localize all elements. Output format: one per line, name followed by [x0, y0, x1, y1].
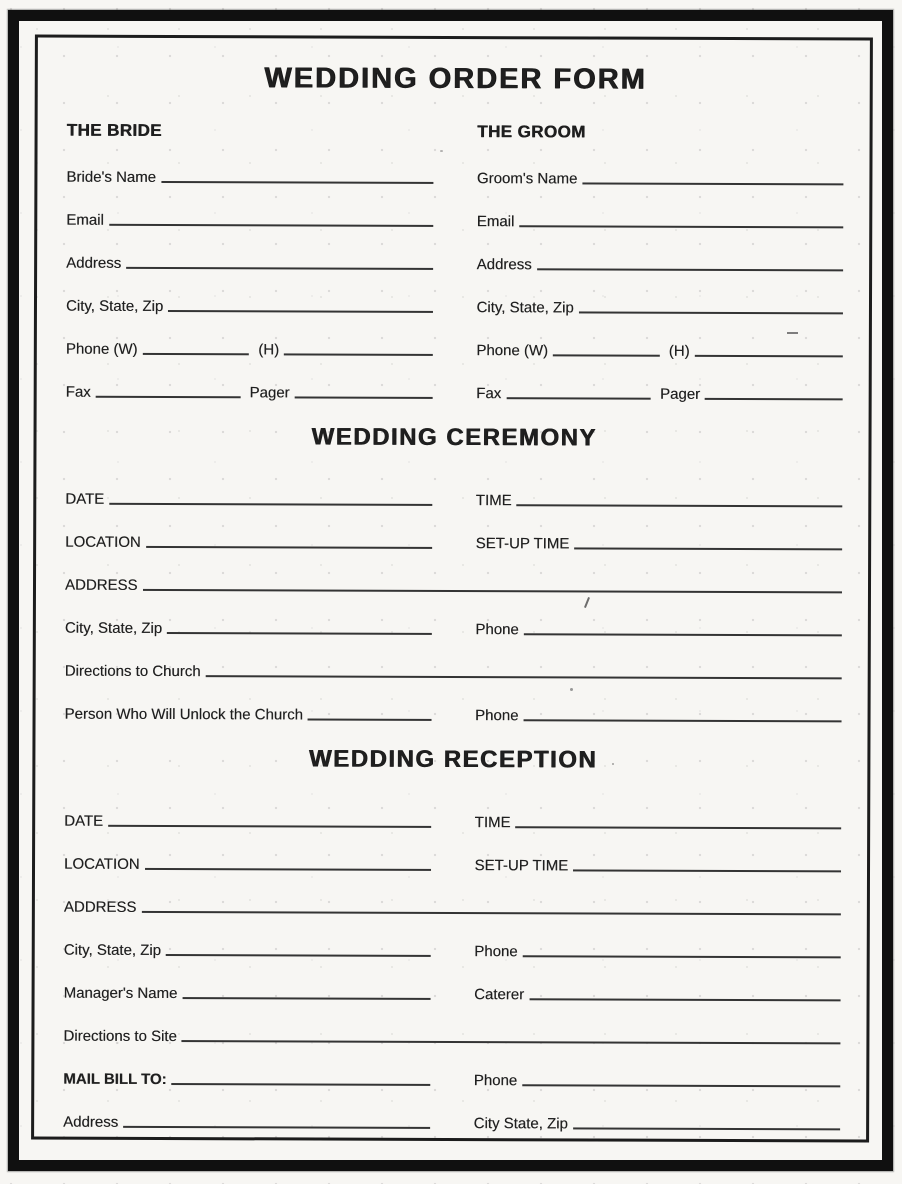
- form-row: [64, 916, 841, 962]
- field-label: Phone: [474, 942, 518, 960]
- field-label: ADDRESS: [63, 898, 137, 916]
- field-label: LOCATION: [64, 855, 140, 873]
- blank-line: [167, 632, 431, 635]
- form-cell: [476, 535, 843, 554]
- form-cell: [474, 943, 841, 962]
- blank-line: [519, 225, 843, 228]
- ceremony-section: [65, 423, 843, 726]
- blank-line: [579, 311, 843, 314]
- blank-line: [284, 353, 432, 356]
- form-cell: [477, 256, 844, 275]
- form-row: [65, 594, 842, 640]
- form-row: [66, 315, 843, 361]
- field-label: TIME: [475, 491, 512, 509]
- field-label: Address: [476, 255, 532, 274]
- field-label: Manager's Name: [63, 984, 178, 1002]
- field-label: Fax: [65, 383, 91, 401]
- form-cell: [64, 855, 431, 874]
- form-row: [65, 680, 842, 726]
- blank-line: [295, 396, 433, 398]
- blank-line: [206, 675, 842, 679]
- field-label: (H): [258, 341, 280, 359]
- blank-line: [523, 719, 841, 722]
- reception-section: [63, 745, 841, 1134]
- field-label: MAIL BILL TO:: [63, 1070, 167, 1088]
- blank-line: [141, 911, 840, 915]
- form-cell: [474, 986, 841, 1005]
- form-row: [65, 637, 842, 683]
- form-row: [65, 508, 842, 554]
- blank-line: [529, 998, 840, 1001]
- form-cell: [475, 857, 842, 876]
- blank-line: [516, 826, 842, 829]
- form-cell: [67, 122, 434, 142]
- blank-line: [168, 310, 432, 313]
- form-cell: [474, 1072, 841, 1091]
- form-cell: [65, 533, 432, 552]
- form-row: [64, 873, 841, 919]
- form-row: [63, 1002, 840, 1048]
- form-row: [67, 107, 844, 144]
- field-label: Phone: [475, 706, 519, 724]
- blank-line: [695, 355, 843, 358]
- form-cell: [64, 984, 431, 1003]
- blank-line: [523, 955, 841, 958]
- form-cell: [65, 705, 432, 724]
- form-cell: [66, 383, 433, 402]
- field-label: Directions to Church: [64, 662, 201, 680]
- form-cell: [475, 814, 842, 833]
- blank-line: [517, 504, 843, 507]
- form-body: [63, 107, 844, 1134]
- form-content: [34, 38, 870, 1140]
- field-label: City, State, Zip: [476, 298, 574, 317]
- form-cell: [477, 213, 844, 232]
- form-row: [64, 830, 841, 876]
- blank-line: [146, 546, 432, 549]
- blank-line: [506, 397, 651, 400]
- blank-line: [582, 182, 843, 185]
- form-cell: [476, 299, 843, 318]
- form-row: [66, 143, 843, 189]
- form-cell: [63, 1113, 430, 1132]
- blank-line: [143, 353, 250, 355]
- form-cell: [63, 1070, 430, 1089]
- form-cell: [66, 254, 433, 273]
- field-label: Directions to Site: [63, 1027, 177, 1045]
- blank-line: [705, 398, 843, 400]
- field-label: DATE: [64, 812, 104, 830]
- form-cell: [65, 490, 432, 509]
- form-cell: [66, 211, 433, 230]
- form-row: [63, 1088, 840, 1134]
- blank-line: [109, 503, 432, 506]
- field-label: Bride's Name: [66, 168, 157, 186]
- blank-line: [145, 868, 431, 871]
- field-label: Pager: [660, 385, 701, 403]
- form-row: [66, 229, 843, 275]
- field-label: (H): [668, 342, 690, 360]
- form-row: [66, 272, 843, 318]
- blank-line: [553, 354, 660, 356]
- form-cell: [476, 385, 843, 404]
- field-label: DATE: [65, 490, 105, 508]
- form-cell: [64, 812, 431, 831]
- form-row: [64, 959, 841, 1005]
- blank-line: [96, 396, 241, 399]
- section-heading: WEDDING CEREMONY: [311, 423, 597, 452]
- blank-line: [161, 181, 433, 184]
- field-label: Address: [66, 254, 122, 272]
- field-label: City, State, Zip: [64, 619, 163, 637]
- column-heading: THE GROOM: [477, 122, 586, 142]
- form-cell: [66, 297, 433, 316]
- form-row: [65, 551, 842, 597]
- section-heading: WEDDING RECEPTION: [308, 745, 598, 774]
- form-row: [64, 787, 841, 833]
- form-row: [65, 465, 842, 511]
- blank-line: [524, 633, 842, 636]
- form-cell: [66, 168, 433, 187]
- form-cell: [477, 170, 844, 189]
- field-label: TIME: [474, 813, 511, 831]
- field-label: Fax: [476, 384, 502, 402]
- column-heading: THE BRIDE: [66, 120, 162, 141]
- form-row: [66, 358, 843, 404]
- form-cell: [63, 1027, 840, 1047]
- field-label: Email: [66, 211, 104, 229]
- blank-line: [143, 589, 842, 593]
- blank-line: [573, 1127, 840, 1130]
- blank-line: [126, 267, 432, 270]
- blank-line: [166, 954, 430, 957]
- form-row: [66, 186, 843, 232]
- blank-line: [182, 997, 430, 1000]
- field-label: Email: [476, 212, 515, 230]
- field-label: ADDRESS: [64, 576, 138, 594]
- form-cell: [66, 340, 433, 359]
- blank-line: [172, 1083, 430, 1086]
- form-cell: [476, 492, 843, 511]
- blank-line: [109, 224, 433, 227]
- field-label: Phone: [475, 620, 519, 638]
- blank-line: [182, 1040, 841, 1044]
- field-label: SET-UP TIME: [475, 534, 570, 553]
- field-label: Pager: [249, 384, 290, 402]
- field-label: Person Who Will Unlock the Church: [64, 705, 304, 724]
- field-label: Phone: [473, 1071, 518, 1089]
- form-cell: [475, 707, 842, 726]
- field-label: City, State, Zip: [63, 941, 162, 959]
- form-cell: [474, 1115, 841, 1134]
- field-label: Groom's Name: [476, 169, 578, 188]
- couple-section: [66, 107, 844, 404]
- field-label: City, State, Zip: [65, 297, 164, 315]
- field-label: SET-UP TIME: [474, 856, 569, 875]
- field-label: Phone (W): [65, 340, 138, 358]
- form-cell: [476, 342, 843, 361]
- form-row: [63, 1045, 840, 1091]
- page-title: WEDDING ORDER FORM: [264, 62, 647, 96]
- blank-line: [522, 1084, 840, 1087]
- form-cell: [475, 621, 842, 640]
- form-cell: [65, 619, 432, 638]
- field-label: Phone (W): [476, 341, 549, 360]
- form-cell: [477, 123, 844, 143]
- field-label: Caterer: [474, 985, 525, 1004]
- form-cell: [65, 576, 842, 596]
- blank-line: [573, 869, 841, 872]
- field-label: Address: [63, 1113, 119, 1131]
- blank-line: [308, 718, 431, 720]
- field-label: LOCATION: [65, 533, 141, 551]
- form-border: [31, 35, 873, 1143]
- blank-line: [108, 825, 431, 828]
- form-cell: [64, 898, 841, 918]
- blank-line: [574, 547, 842, 550]
- field-label: City State, Zip: [473, 1114, 568, 1133]
- blank-line: [123, 1126, 429, 1129]
- form-cell: [64, 941, 431, 960]
- form-cell: [65, 662, 842, 682]
- blank-line: [537, 268, 843, 271]
